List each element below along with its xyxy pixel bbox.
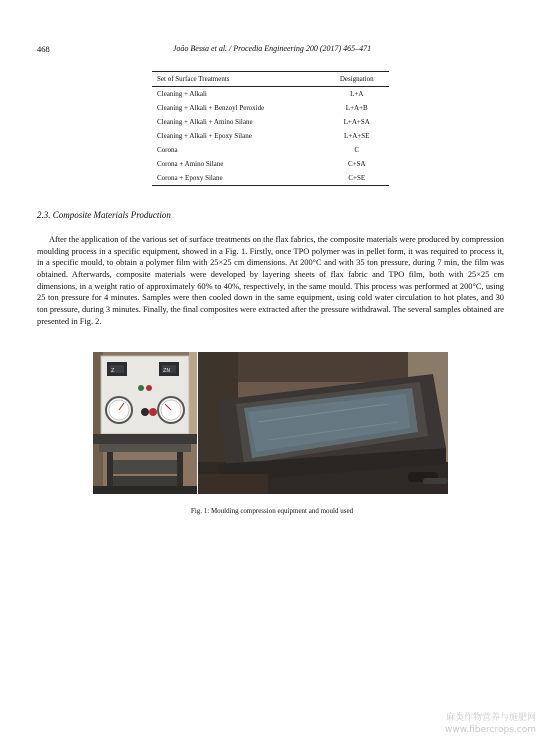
table-row (152, 143, 389, 157)
mould-photo (198, 352, 448, 494)
table-header-treatments: Set of Surface Treatments (152, 72, 325, 87)
section-heading: 2.3. Composite Materials Production (37, 210, 171, 220)
table-row (152, 157, 389, 171)
table-cell-treatment: Cleaning + Alkali (157, 90, 207, 98)
table-cell-treatment: Cleaning + Alkali + Epoxy Silane (157, 132, 252, 140)
panel-label-left: Z (111, 368, 115, 374)
treatments-table (152, 71, 389, 186)
table-row (152, 171, 389, 186)
table-cell-designation: L+A+B (345, 104, 368, 112)
table-row (152, 101, 389, 115)
table-cell-designation: C+SE (325, 171, 390, 186)
table-cell-designation: L+A+SA (343, 118, 370, 126)
table-cell-designation: C (354, 146, 360, 154)
table-header-designation: Designation (325, 72, 390, 87)
table-cell-treatment: Corona + Epoxy Silane (152, 171, 325, 186)
table-row (152, 129, 389, 143)
figure-caption: Fig. 1: Moulding compression equipment and mould used (190, 507, 354, 515)
table-cell-designation: L+A (350, 90, 364, 98)
compression-press-illustration (93, 352, 197, 494)
table-cell-treatment: Cleaning + Alkali + Amino Silane (157, 118, 253, 126)
table-row (152, 87, 389, 102)
watermark-title: 麻类作物营养与施肥网 (445, 713, 536, 723)
watermark (445, 712, 536, 736)
table-cell-designation: L+A+SE (344, 132, 370, 140)
mould-illustration (198, 352, 448, 494)
table-cell-treatment: Cleaning + Alkali + Benzoyl Peroxide (157, 104, 265, 112)
table-cell-treatment: Corona (157, 146, 178, 154)
compression-press-photo (93, 352, 197, 494)
body-paragraph: After the application of the various set of surface treatments on the flax fabrics, the composite materials were produced by compression moulding process in a specific equipment, showed in a Fig. 1. Firstly, once TPO polymer was in pellet form, it was required to process it, in a specific mould, to obtain a polymer film with 25×25 cm dimensions. At 200°C and with 35 ton pressure, during 7 min, the film was obtained. Afterwards, composite materials were developed by layering sheets of flax fabric and TPO film, both with 25×25 cm dimensions, in a weight ratio of approximately 60% to 40%, respectively, in the same mould. This process was performed at 200°C, using 25 ton pressure for 4 minutes. Samples were then cooled down in the same equipment, using cold water circulation to hot plates, and 30 ton pressure, during 3 minutes. Finally, the final composites were extracted after the pressure withdrawal. The several samples obtained are presented in Fig. 2. (37, 235, 504, 326)
watermark-url: www.fibercrops.com (445, 725, 536, 735)
table-header-row (152, 72, 389, 87)
table-cell-treatment: Corona + Amino Silane (157, 160, 224, 168)
page-number: 468 (37, 44, 50, 54)
table-row (152, 115, 389, 129)
panel-label-right: ZN (163, 368, 171, 374)
table-cell-designation: C+SA (347, 160, 366, 168)
running-head: João Bessa et al. / Procedia Engineering 200 (2017) 465–471 (172, 44, 372, 53)
